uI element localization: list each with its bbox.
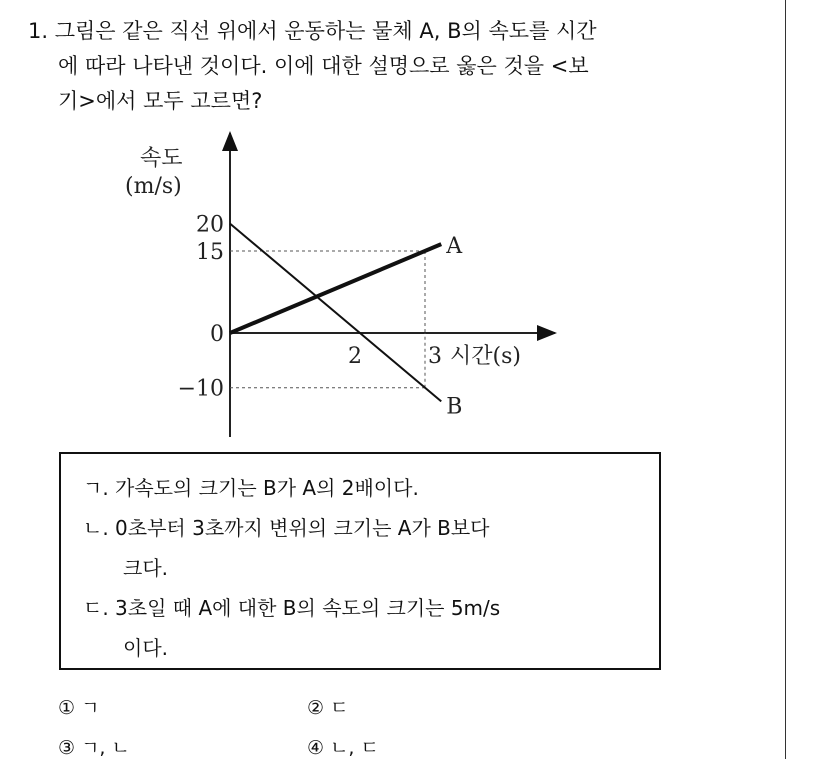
- series-b-label: B: [446, 394, 463, 420]
- option-1[interactable]: ① ㄱ: [58, 697, 100, 719]
- bogi-item-3-cont: 이다.: [123, 636, 168, 660]
- bogi-item-3: ㄷ. 3초일 때 A에 대한 B의 속도의 크기는 5m/s: [83, 596, 501, 620]
- series-a-label: A: [446, 234, 463, 260]
- question-line-1: 그림은 같은 직선 위에서 운동하는 물체 A, B의 속도를 시간: [54, 19, 597, 43]
- question-line-2: 에 따라 나타낸 것이다. 이에 대한 설명으로 옳은 것을 <보: [58, 54, 589, 78]
- y-tick-label: 15: [196, 239, 224, 265]
- y-tick-label: 20: [196, 212, 224, 238]
- bogi-item-2: ㄴ. 0초부터 3초까지 변위의 크기는 A가 B보다: [83, 516, 490, 540]
- y-axis-label-2: (m/s): [125, 174, 182, 199]
- question-line-3: 기>에서 모두 고르면?: [58, 89, 263, 113]
- y-tick-label: −10: [177, 376, 224, 402]
- option-4[interactable]: ④ ㄴ, ㄷ: [307, 737, 379, 759]
- option-2[interactable]: ② ㄷ: [307, 697, 349, 719]
- y-axis-label-1: 속도: [140, 146, 183, 171]
- y-tick-label: 0: [210, 322, 224, 347]
- x-tick-label: 2: [348, 344, 362, 369]
- x-tick-label: 3: [428, 344, 442, 369]
- bogi-item-1: ㄱ. 가속도의 크기는 B가 A의 2배이다.: [83, 476, 419, 500]
- option-3[interactable]: ③ ㄱ, ㄴ: [58, 737, 130, 759]
- bogi-item-2-cont: 크다.: [123, 556, 168, 580]
- series-a-line: [230, 244, 441, 333]
- x-axis-label: 시간(s): [450, 344, 521, 369]
- series-b-line: [230, 224, 441, 402]
- bogi-box: [59, 452, 661, 670]
- question-number: 1.: [28, 19, 49, 43]
